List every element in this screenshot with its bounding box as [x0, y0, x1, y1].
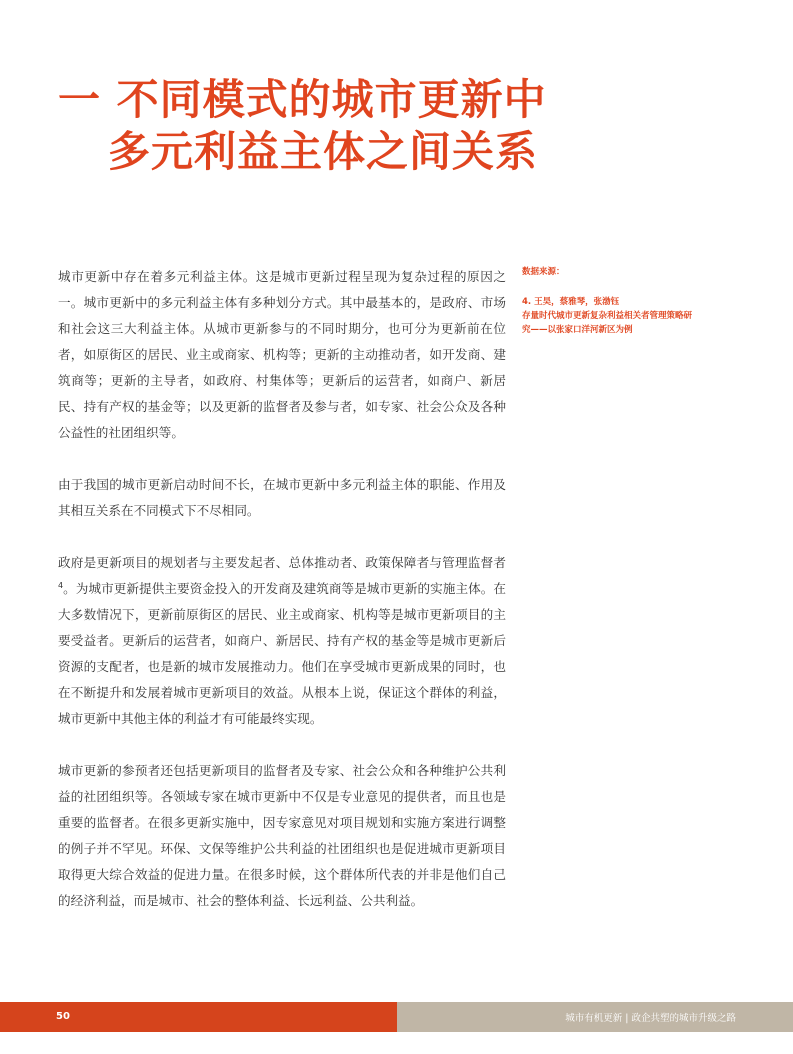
running-title: 城市有机更新 | 政企共塑的城市升级之路 — [565, 1013, 736, 1024]
sidebar-sources — [522, 265, 722, 337]
paragraph-3 — [58, 550, 506, 732]
reference-title-line-2: 究——以张家口洋河新区为例 — [522, 325, 633, 335]
paragraph-1: 城市更新中存在着多元利益主体。这是城市更新过程呈现为复杂过程的原因之一。城市更新中的多元利益主体有多种划分方式。其中最基本的，是政府、市场和社会这三大利益主体。从城市更新参与的不同时期分，也可分为更新前在位者，如原街区的居民、业主或商家、机构等；更新的主动推动者，如开发商、建筑商等；更新的主导者，如政府、村集体等；更新后的运营者，如商户、新居民、持有产权的基金等；以及更新的监督者及参与者，如专家、社会公众及各种公益性的社团组织等。 — [58, 269, 506, 440]
page-title — [58, 74, 547, 178]
body-text — [58, 264, 506, 940]
paragraph-2: 由于我国的城市更新启动时间不长，在城市更新中多元利益主体的职能、作用及其相互关系在不同模式下不尽相同。 — [58, 477, 506, 518]
reference-authors: 4. 王昊，蔡雅琴，张渤钰 — [522, 297, 620, 307]
title-line-1: 一 不同模式的城市更新中 — [58, 75, 547, 124]
paragraph-3-text-a: 政府是更新项目的规划者与主要发起者、总体推动者、政策保障者与管理监督者 — [58, 555, 506, 570]
source-label: 数据来源： — [522, 267, 565, 277]
reference-title-line-1: 存量时代城市更新复杂利益相关者管理策略研 — [522, 311, 693, 321]
title-line-2: 多元利益主体之间关系 — [108, 127, 539, 176]
footnote-ref-4[interactable]: 4 — [58, 580, 64, 590]
paragraph-4: 城市更新的参预者还包括更新项目的监督者及专家、社会公众和各种维护公共利益的社团组织等。各领域专家在城市更新中不仅是专业意见的提供者，而且也是重要的监督者。在很多更新实施中，因专家意见对项目规划和实施方案进行调整的例子并不罕见。环保、文保等维护公共利益的社团组织也是促进城市更新项目取得更大综合效益的促进力量。在很多时候，这个群体所代表的并非是他们自己的经济利益，而是城市、社会的整体利益、长远利益、公共利益。 — [58, 763, 506, 908]
page-number: 50 — [56, 1011, 70, 1022]
paragraph-3-text-b: 。为城市更新提供主要资金投入的开发商及建筑商等是城市更新的实施主体。在大多数情况下，更新前原街区的居民、业主或商家、机构等是城市更新项目的主要受益者。更新后的运营者，如商户、新居民、持有产权的基金等是城市更新后资源的支配者，也是新的城市发展推动力。他们在享受城市更新成果的同时，也在不断提升和发展着城市更新项目的效益。从根本上说，保证这个群体的利益，城市更新中其他主体的利益才有可能最终实现。 — [58, 581, 506, 726]
